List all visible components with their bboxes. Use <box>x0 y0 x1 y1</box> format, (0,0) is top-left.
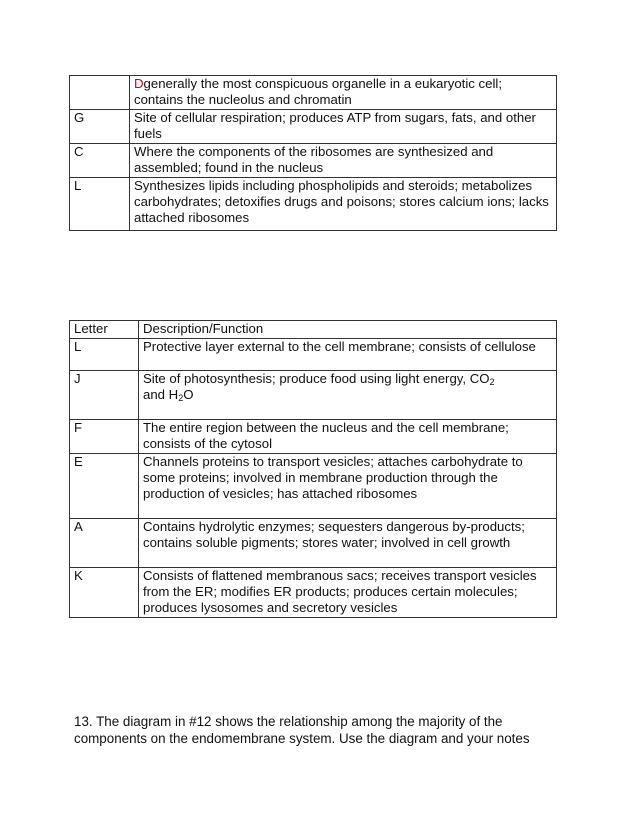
letter-cell: L <box>70 339 139 371</box>
description-cell: Protective layer external to the cell membrane; consists of cellulose <box>139 339 557 371</box>
letter-cell: C <box>70 144 130 178</box>
table-row <box>70 110 557 144</box>
letter-cell: L <box>70 178 130 231</box>
table-header-row <box>70 321 557 339</box>
description-text: O <box>183 387 194 402</box>
table-row <box>70 339 557 371</box>
table-row <box>70 371 557 420</box>
table-row <box>70 454 557 519</box>
table-row <box>70 144 557 178</box>
organelle-table-2 <box>69 320 557 618</box>
organelle-table-1 <box>69 75 557 231</box>
description-text: generally the most conspicuous organelle in a eukaryotic cell; contains the nucleolus and chromatin <box>134 76 502 107</box>
letter-header: Letter <box>70 321 139 339</box>
description-cell <box>130 76 557 110</box>
question-13-text: 13. The diagram in #12 shows the relationship among the majority of the components on the endomembrane system. Use the diagram and your notes <box>74 714 530 746</box>
subscript: 2 <box>178 393 184 403</box>
description-text: Site of photosynthesis; produce food using light energy, CO <box>143 371 490 386</box>
table-row <box>70 519 557 568</box>
description-header: Description/Function <box>139 321 557 339</box>
description-cell: The entire region between the nucleus and the cell membrane; consists of the cytosol <box>139 420 557 454</box>
description-text: and H <box>143 387 179 402</box>
letter-cell: E <box>70 454 139 519</box>
description-cell: Channels proteins to transport vesicles; attaches carbohydrate to some proteins; involved in membrane production through the production of vesicles; has attached ribosomes <box>139 454 557 519</box>
letter-cell: K <box>70 568 139 618</box>
letter-cell: G <box>70 110 130 144</box>
description-cell: Synthesizes lipids including phospholipids and steroids; metabolizes carbohydrates; detoxifies drugs and poisons; stores calcium ions; lacks attached ribosomes <box>130 178 557 231</box>
table-row <box>70 568 557 618</box>
description-cell: Contains hydrolytic enzymes; sequesters dangerous by-products; contains soluble pigments; stores water; involved in cell growth <box>139 519 557 568</box>
description-cell <box>139 371 557 420</box>
table-row <box>70 420 557 454</box>
letter-cell: A <box>70 519 139 568</box>
subscript: 2 <box>489 377 495 387</box>
description-cell: Consists of flattened membranous sacs; receives transport vesicles from the ER; modifies ER products; produces certain molecules; produces lysosomes and secretory vesicles <box>139 568 557 618</box>
table-row <box>70 76 557 110</box>
letter-cell <box>70 76 130 110</box>
letter-cell: F <box>70 420 139 454</box>
answer-letter: D <box>134 76 144 91</box>
description-cell: Site of cellular respiration; produces ATP from sugars, fats, and other fuels <box>130 110 557 144</box>
letter-cell: J <box>70 371 139 420</box>
table-row <box>70 178 557 231</box>
description-cell: Where the components of the ribosomes are synthesized and assembled; found in the nucleus <box>130 144 557 178</box>
